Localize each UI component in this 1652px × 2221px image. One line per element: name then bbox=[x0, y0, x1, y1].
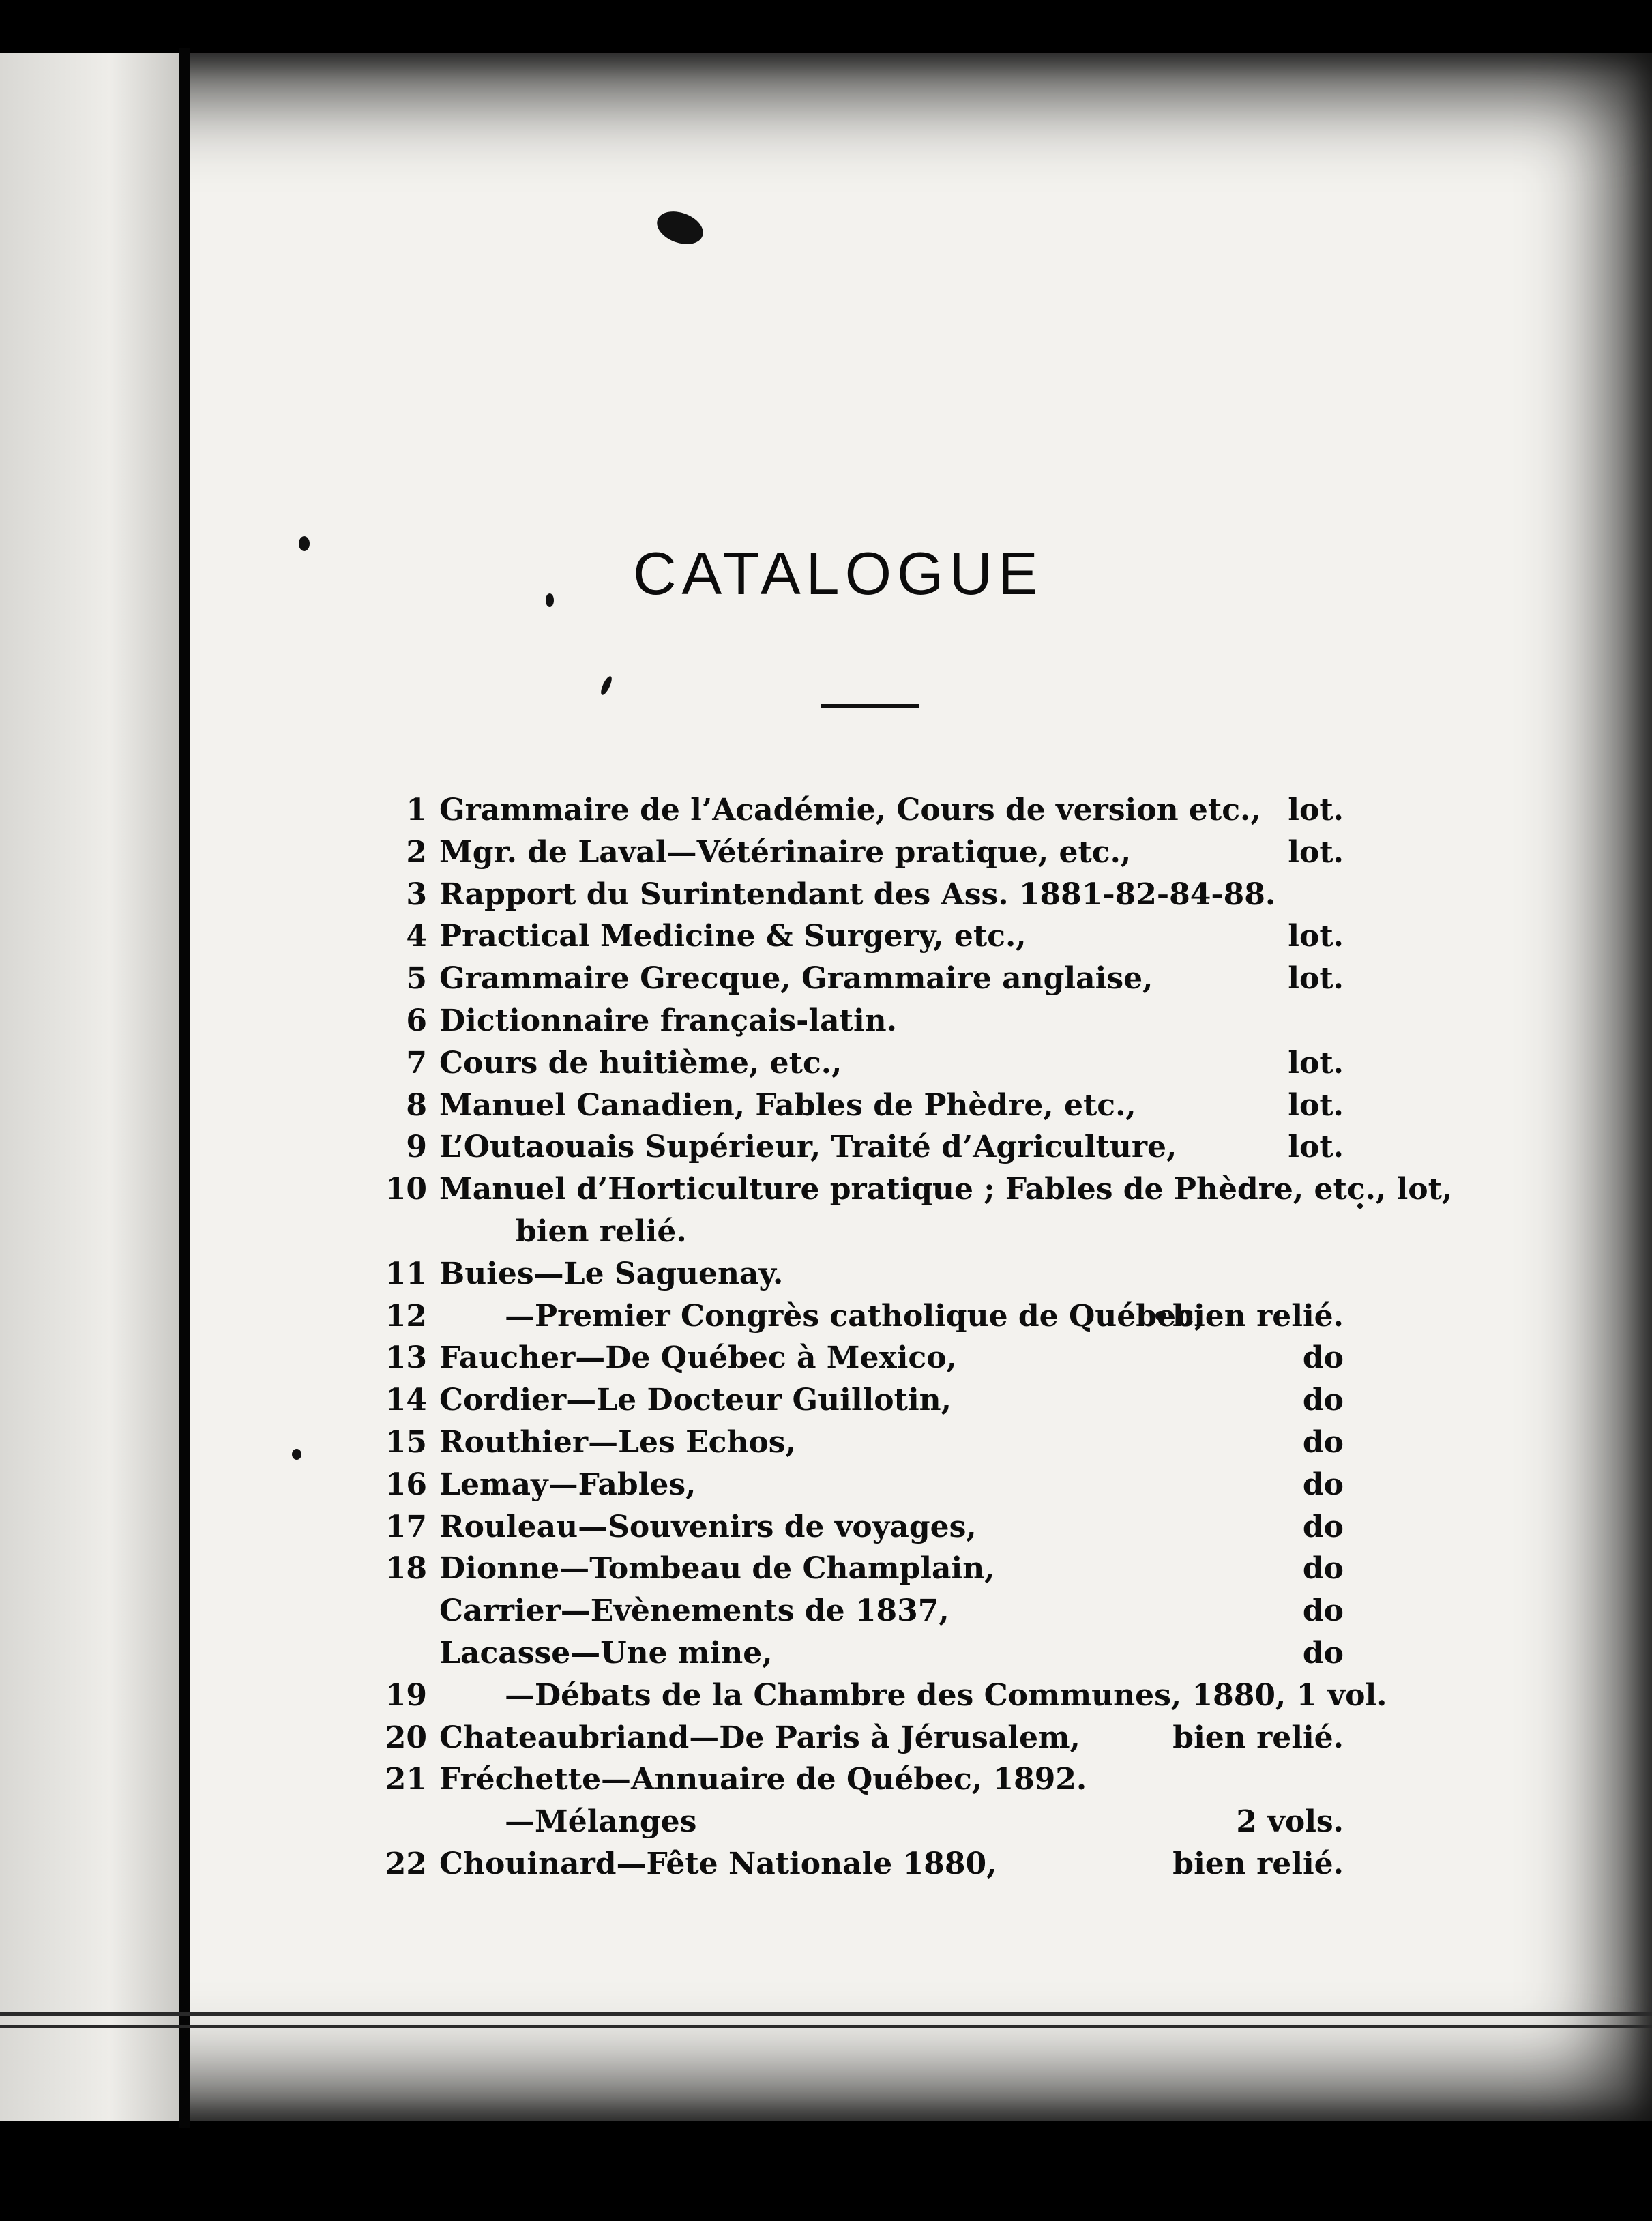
entry-note: do bbox=[1302, 1467, 1344, 1502]
catalogue-entry bbox=[0, 1467, 1652, 1510]
entry-note: do bbox=[1302, 1383, 1344, 1418]
catalogue-entry bbox=[0, 919, 1652, 961]
catalogue-entry bbox=[0, 1214, 1652, 1256]
catalogue-entry bbox=[0, 793, 1652, 835]
catalogue-entry bbox=[0, 877, 1652, 920]
entry-title: Grammaire Grecque, Grammaire anglaise, bbox=[439, 961, 1153, 997]
entry-number: 19 bbox=[385, 1677, 427, 1713]
entry-title: Routhier—Les Echos, bbox=[439, 1424, 796, 1460]
entry-number: 12 bbox=[385, 1298, 427, 1334]
catalogue-entry bbox=[0, 1593, 1652, 1636]
title-rule bbox=[821, 704, 919, 708]
entry-title: L’Outaouais Supérieur, Traité d’Agriculture, bbox=[439, 1130, 1177, 1165]
catalogue-entry bbox=[0, 1678, 1652, 1720]
entry-note: lot. bbox=[1288, 1087, 1344, 1123]
entry-title: Practical Medicine & Surgery, etc., bbox=[439, 919, 1027, 954]
entry-title: Manuel d’Horticulture pratique ; Fables de Phèdre, etc., lot, bbox=[439, 1172, 1453, 1207]
entry-note: lot. bbox=[1288, 919, 1344, 954]
entry-note: do bbox=[1302, 1340, 1344, 1376]
catalogue-entry bbox=[0, 1046, 1652, 1088]
entry-note: do bbox=[1302, 1635, 1344, 1671]
entry-note: bien relié. bbox=[1172, 1846, 1344, 1881]
catalogue-entry bbox=[0, 1762, 1652, 1804]
entry-number: 21 bbox=[385, 1762, 427, 1797]
entry-number: 5 bbox=[406, 961, 427, 997]
entry-note: do bbox=[1302, 1551, 1344, 1587]
catalogue-entry bbox=[0, 1383, 1652, 1425]
entry-number: 15 bbox=[385, 1424, 427, 1460]
entry-title: Carrier—Evènements de 1837, bbox=[439, 1593, 949, 1629]
catalogue-entry bbox=[0, 1636, 1652, 1678]
catalogue-entry bbox=[0, 961, 1652, 1003]
catalogue-entry bbox=[0, 1256, 1652, 1299]
catalogue-entry bbox=[0, 1003, 1652, 1046]
entry-title: Lacasse—Une mine, bbox=[439, 1635, 773, 1671]
entry-title: Cours de huitième, etc., bbox=[439, 1045, 842, 1080]
entry-note: lot. bbox=[1288, 834, 1344, 870]
entry-title: —Débats de la Chambre des Communes, 1880, 1 vol. bbox=[505, 1677, 1387, 1713]
entry-number: 2 bbox=[406, 834, 427, 870]
entry-number: 10 bbox=[385, 1172, 427, 1207]
catalogue-entry bbox=[0, 1551, 1652, 1593]
entry-title: Dictionnaire français-latin. bbox=[439, 1003, 897, 1038]
entry-title: Faucher—De Québec à Mexico, bbox=[439, 1340, 957, 1376]
entry-title: Manuel Canadien, Fables de Phèdre, etc., bbox=[439, 1087, 1136, 1123]
entry-note: lot. bbox=[1288, 1130, 1344, 1165]
entry-title: Rapport du Surintendant des Ass. 1881-82-84-88. bbox=[439, 877, 1276, 912]
entry-title: Lemay—Fables, bbox=[439, 1467, 696, 1502]
entry-title: Mgr. de Laval—Vétérinaire pratique, etc., bbox=[439, 834, 1132, 870]
entry-note: lot. bbox=[1288, 961, 1344, 997]
entry-number: 20 bbox=[385, 1720, 427, 1755]
entry-title: Dionne—Tombeau de Champlain, bbox=[439, 1551, 995, 1587]
entry-note: do bbox=[1302, 1509, 1344, 1544]
entry-note: do bbox=[1302, 1424, 1344, 1460]
entry-number: 18 bbox=[385, 1551, 427, 1587]
entry-note: 2 vols. bbox=[1236, 1804, 1344, 1840]
entry-note: bien relié. bbox=[1172, 1720, 1344, 1755]
catalogue-entry bbox=[0, 1425, 1652, 1467]
catalogue-entry bbox=[0, 1299, 1652, 1341]
entry-note: lot. bbox=[1288, 1045, 1344, 1080]
entry-number: 17 bbox=[385, 1509, 427, 1544]
entry-title: Chouinard—Fête Nationale 1880, bbox=[439, 1846, 997, 1881]
bottom-rule-upper bbox=[0, 2012, 1652, 2016]
catalogue-entry bbox=[0, 1847, 1652, 1889]
entry-title: Grammaire de l’Académie, Cours de version etc., bbox=[439, 793, 1261, 827]
catalogue-entry bbox=[0, 1130, 1652, 1172]
speck bbox=[299, 536, 310, 551]
catalogue-entry bbox=[0, 1172, 1652, 1214]
entry-number: 22 bbox=[385, 1846, 427, 1881]
catalogue-list bbox=[0, 793, 1652, 1889]
entry-title: —Mélanges bbox=[505, 1804, 697, 1840]
entry-number: 6 bbox=[406, 1003, 427, 1038]
entry-number: 3 bbox=[406, 877, 427, 912]
catalogue-entry bbox=[0, 1340, 1652, 1383]
catalogue-entry bbox=[0, 835, 1652, 877]
entry-title: bien relié. bbox=[516, 1214, 687, 1249]
entry-title: Chateaubriand—De Paris à Jérusalem, bbox=[439, 1720, 1080, 1755]
bottom-rule-lower bbox=[0, 2025, 1652, 2028]
entry-number: 16 bbox=[385, 1467, 427, 1502]
entry-number: 9 bbox=[406, 1130, 427, 1165]
entry-number: 8 bbox=[406, 1087, 427, 1123]
page-title: CATALOGUE bbox=[633, 540, 1044, 607]
entry-title: —Premier Congrès catholique de Québec, bbox=[505, 1298, 1205, 1334]
entry-number: 14 bbox=[385, 1383, 427, 1418]
entry-number: 13 bbox=[385, 1340, 427, 1376]
entry-title: Cordier—Le Docteur Guillotin, bbox=[439, 1383, 952, 1418]
entry-number: 4 bbox=[406, 919, 427, 954]
catalogue-entry bbox=[0, 1510, 1652, 1552]
entry-title: Fréchette—Annuaire de Québec, 1892. bbox=[439, 1762, 1087, 1797]
entry-title: Rouleau—Souvenirs de voyages, bbox=[439, 1509, 977, 1544]
entry-note: lot. bbox=[1288, 793, 1344, 827]
entry-number: 7 bbox=[406, 1045, 427, 1080]
entry-note: do bbox=[1302, 1593, 1344, 1629]
speck bbox=[546, 593, 554, 607]
catalogue-entry bbox=[0, 1088, 1652, 1130]
entry-number: 1 bbox=[406, 793, 427, 827]
entry-note: bien relié. bbox=[1172, 1298, 1344, 1334]
entry-title: Buies—Le Saguenay. bbox=[439, 1256, 784, 1291]
entry-number: 11 bbox=[385, 1256, 427, 1291]
catalogue-entry bbox=[0, 1804, 1652, 1847]
catalogue-entry bbox=[0, 1720, 1652, 1763]
